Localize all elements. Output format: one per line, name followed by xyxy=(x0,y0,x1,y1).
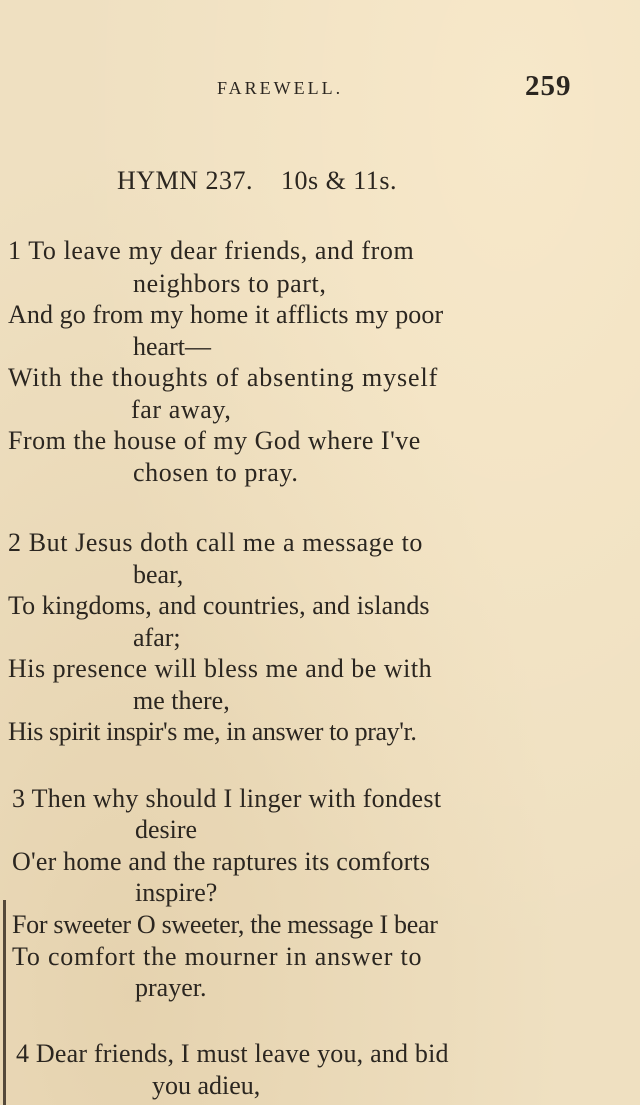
verse-1-line-8: chosen to pray. xyxy=(133,458,299,487)
verse-1-line-6: far away, xyxy=(131,395,232,424)
page-number: 259 xyxy=(525,70,572,102)
verse-1-line-5: With the thoughts of absenting myself xyxy=(8,363,439,392)
hymn-meter: 10s & 11s. xyxy=(280,166,397,195)
verse-2-line-4: afar; xyxy=(133,623,181,652)
verse-1-line-2: neighbors to part, xyxy=(133,269,327,298)
verse-3-line-7: prayer. xyxy=(135,973,207,1002)
verse-3-line-2: desire xyxy=(135,815,198,844)
verse-4-line-2: you adieu, xyxy=(152,1071,261,1100)
verse-2-line-3: To kingdoms, and countries, and islands xyxy=(8,591,430,620)
running-title: FAREWELL. xyxy=(217,78,344,98)
verse-3-line-5: For sweeter O sweeter, the message I bear xyxy=(12,910,438,939)
binding-edge xyxy=(3,900,6,1105)
hymn-heading xyxy=(117,166,397,196)
verse-1-line-1: 1 To leave my dear friends, and from xyxy=(8,236,415,265)
verse-3-line-3: O'er home and the raptures its comforts xyxy=(12,847,431,876)
verse-2-line-2: bear, xyxy=(133,560,184,589)
verse-2-line-5: His presence will bless me and be with xyxy=(8,654,433,683)
verse-1-line-7: From the house of my God where I've xyxy=(8,426,421,455)
verse-1-line-4: heart— xyxy=(133,332,211,361)
hymn-number: HYMN 237. xyxy=(117,166,253,195)
verse-1-line-3: And go from my home it afflicts my poor xyxy=(8,300,444,329)
verse-3-line-6: To comfort the mourner in answer to xyxy=(12,942,423,971)
verse-4-line-1: 4 Dear friends, I must leave you, and bid xyxy=(16,1039,449,1068)
verse-3-line-1: 3 Then why should I linger with fondest xyxy=(12,784,442,813)
verse-2-line-1: 2 But Jesus doth call me a message to xyxy=(8,528,424,557)
verse-2-line-6: me there, xyxy=(133,686,230,715)
verse-2-line-7: His spirit inspir's me, in answer to pray'r. xyxy=(8,717,417,746)
verse-3-line-4: inspire? xyxy=(135,878,218,907)
